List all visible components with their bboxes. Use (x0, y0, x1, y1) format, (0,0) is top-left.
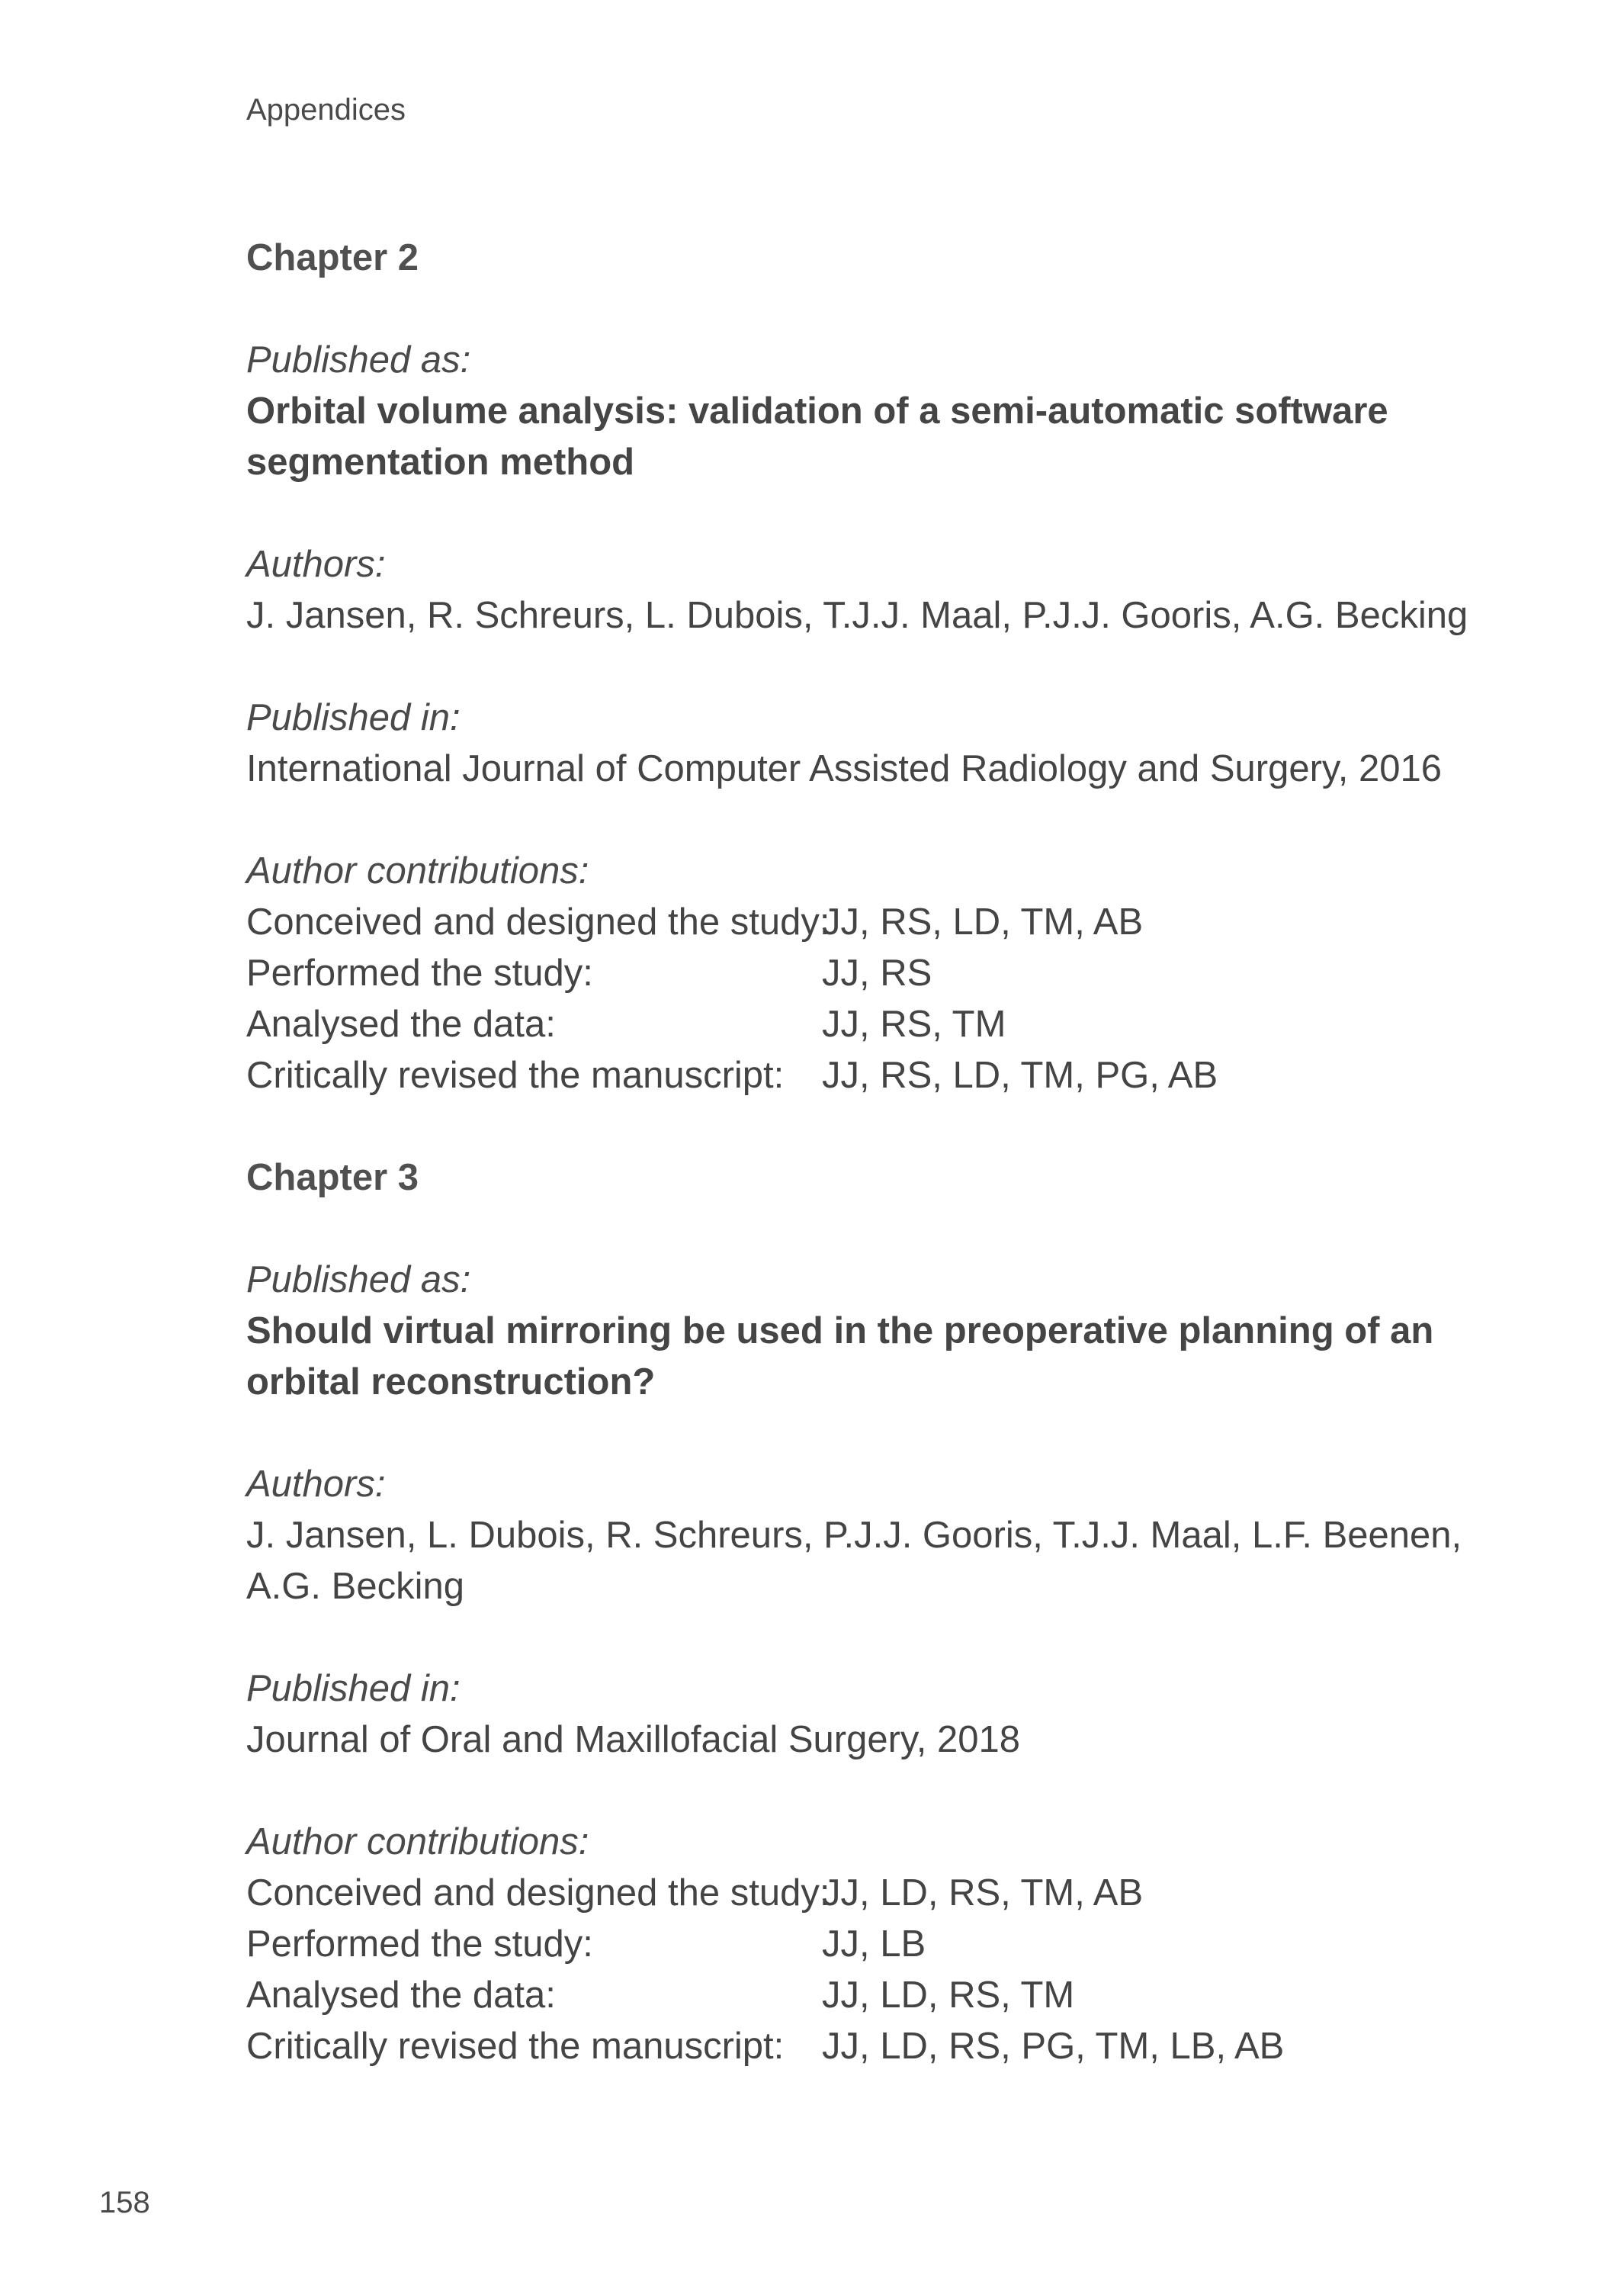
contribution-task: Analysed the data: (246, 1004, 556, 1045)
page-content (246, 233, 1481, 2072)
published-in-label: Published in: (246, 697, 461, 738)
contributions-label: Author contributions: (246, 1821, 589, 1862)
contribution-people: JJ, LD, RS, PG, TM, LB, AB (822, 2026, 1285, 2067)
chapter-heading: Chapter 2 (246, 237, 419, 278)
contribution-row (246, 1970, 1481, 2021)
journal-name: International Journal of Computer Assisted Radiology and Surgery, 2016 (246, 748, 1443, 789)
chapter-section (246, 1152, 1481, 2072)
authors-list: J. Jansen, R. Schreurs, L. Dubois, T.J.J. Maal, P.J.J. Gooris, A.G. Becking (246, 595, 1468, 636)
running-head: Appendices (246, 93, 406, 127)
authors-list: A.G. Becking (246, 1566, 464, 1607)
contribution-people: JJ, LD, RS, TM, AB (822, 1872, 1144, 1914)
contribution-people: JJ, LB (822, 1923, 926, 1965)
contribution-task: Critically revised the manuscript: (246, 2026, 785, 2067)
contribution-task: Critically revised the manuscript: (246, 1055, 785, 1096)
contribution-people: JJ, LD, RS, TM (822, 1975, 1075, 2016)
contribution-row (246, 2021, 1481, 2072)
contribution-row (246, 1868, 1481, 1919)
contribution-people: JJ, RS, LD, TM, AB (822, 901, 1144, 943)
page-number: 158 (99, 2186, 150, 2219)
journal-name: Journal of Oral and Maxillofacial Surgery, 2018 (246, 1719, 1021, 1760)
published-as-label: Published as: (246, 339, 471, 381)
contribution-task: Conceived and designed the study: (246, 1872, 830, 1914)
publication-title: Orbital volume analysis: validation of a semi-automatic software (246, 390, 1388, 432)
contribution-people: JJ, RS, TM (822, 1004, 1006, 1045)
contribution-row (246, 999, 1481, 1050)
published-in-label: Published in: (246, 1668, 461, 1709)
chapter-heading: Chapter 3 (246, 1157, 419, 1198)
authors-label: Authors: (246, 544, 386, 585)
contribution-row (246, 1050, 1481, 1101)
contribution-people: JJ, RS, LD, TM, PG, AB (822, 1055, 1218, 1096)
contribution-row (246, 1919, 1481, 1970)
contributions-label: Author contributions: (246, 850, 589, 892)
contribution-task: Analysed the data: (246, 1975, 556, 2016)
chapter-section (246, 233, 1481, 1101)
publication-title: orbital reconstruction? (246, 1361, 656, 1403)
contribution-task: Performed the study: (246, 1923, 593, 1965)
contribution-row (246, 897, 1481, 948)
published-as-label: Published as: (246, 1259, 471, 1300)
contribution-people: JJ, RS (822, 953, 932, 994)
contribution-row (246, 948, 1481, 999)
contribution-task: Conceived and designed the study: (246, 901, 830, 943)
contribution-task: Performed the study: (246, 953, 593, 994)
authors-list: J. Jansen, L. Dubois, R. Schreurs, P.J.J. Gooris, T.J.J. Maal, L.F. Beenen, (246, 1515, 1462, 1556)
publication-title: Should virtual mirroring be used in the preoperative planning of an (246, 1310, 1434, 1351)
authors-label: Authors: (246, 1464, 386, 1505)
publication-title: segmentation method (246, 442, 635, 483)
